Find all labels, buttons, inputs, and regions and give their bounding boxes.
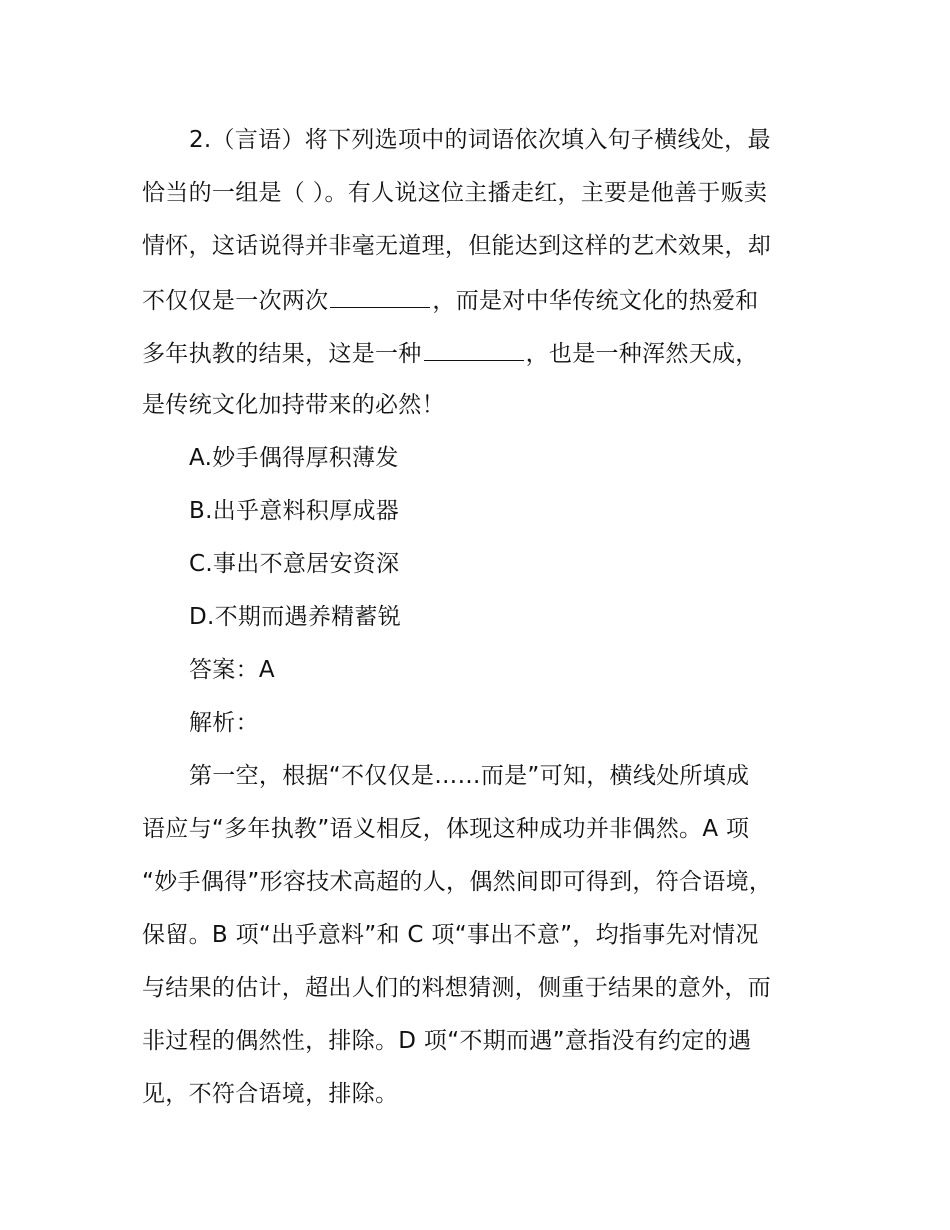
question-line: 情怀，这话说得并非毫无道理，但能达到这样的艺术效果，却	[142, 233, 772, 259]
option-c: C.事出不意居安资深	[189, 551, 400, 577]
text: ，也是一种浑然天成，	[525, 341, 759, 367]
text: ，而是对中华传统文化的热爱和	[432, 288, 759, 314]
analysis-line: 保留。B 项“出乎意料”和 C 项“事出不意”，均指事先对情况	[142, 922, 759, 948]
analysis	[142, 756, 842, 1127]
options	[142, 438, 842, 650]
question-line: 是传统文化加持带来的必然！	[142, 392, 445, 418]
question-line: 2.（言语）将下列选项中的词语依次填入句子横线处，最	[189, 127, 771, 153]
text: 多年执教的结果，这是一种	[142, 341, 422, 367]
analysis-line: “妙手偶得”形容技术高超的人，偶然间即可得到，符合语境，	[142, 869, 773, 895]
option-b: B.出乎意料积厚成器	[189, 498, 400, 524]
analysis-line: 见，不符合语境，排除。	[142, 1081, 399, 1107]
fill-blank-2	[424, 332, 524, 361]
analysis-line: 语应与“多年执教”语义相反，体现这种成功并非偶然。A 项	[142, 816, 750, 842]
answer: 答案：A	[189, 657, 275, 683]
analysis-line: 与结果的估计，超出人们的料想猜测，侧重于结果的意外，而	[142, 975, 772, 1001]
question-line	[142, 332, 842, 385]
fill-blank-1	[330, 279, 430, 308]
option-d: D.不期而遇养精蓄锐	[189, 604, 402, 630]
question-line: 恰当的一组是（ ）。有人说这位主播走红，主要是他善于贩卖	[142, 180, 768, 206]
analysis-line: 第一空，根据“不仅仅是……而是”可知，横线处所填成	[189, 763, 750, 789]
document-page	[142, 120, 842, 1127]
analysis-line: 非过程的偶然性，排除。D 项“不期而遇”意指没有约定的遇	[142, 1028, 752, 1054]
question	[142, 120, 842, 438]
option-a: A.妙手偶得厚积薄发	[189, 445, 399, 471]
analysis-label: 解析：	[189, 710, 259, 736]
text: 不仅仅是一次两次	[142, 288, 329, 314]
question-line	[142, 279, 842, 332]
